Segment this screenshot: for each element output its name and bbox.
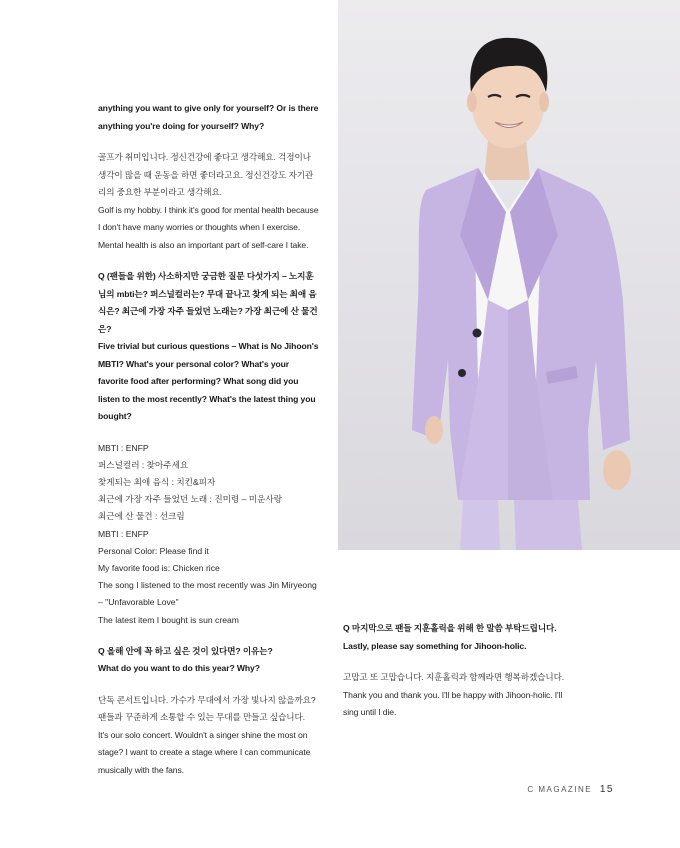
question-2-en: Five trivial but curious questions – What is No Jihoon's MBTI? What's your personal color? What's your favorite food after performing? What song did you listen to the most recently? What's the latest thing you bought? [98,341,319,421]
question-3-en: What do you want to do this year? Why? [98,663,260,674]
list-item: MBTI : ENFP [98,528,149,539]
intro-answer-ko: 골프가 취미입니다. 정신건강에 좋다고 생각해요. 걱정이나 생각이 많을 때 운동을 하면 좋더라고요. 정신건강도 자기관리의 중요한 부분이라고 생각해요. [98,152,314,197]
list-item: MBTI : ENFP [98,442,149,453]
list-item: 퍼스널컬러 : 찾아주세요 [98,459,189,470]
list-item: The song I listened to the most recently was Jin Miryeong – "Unfavorable Love" [98,580,317,608]
answer-4-en: Thank you and thank you. I'll be happy with Jihoon-holic. I'll sing until I die. [343,689,563,717]
answer-3-ko: 단독 콘서트입니다. 가수가 무대에서 가장 빛나지 않을까요? 팬들과 꾸준하게 소통할 수 있는 무대를 만들고 싶습니다. [98,694,316,723]
list-item: 최근에 가장 자주 들었던 노래 : 진미령 – 미운사랑 [98,494,282,505]
list-item: Personal Color: Please find it [98,545,209,556]
question-2-ko: Q (팬들을 위한) 사소하지만 궁금한 질문 다섯가지 – 노지훈님의 mbti는? 퍼스널컬러는? 무대 끝나고 찾게 되는 최애 음식은? 최근에 가장 자주 들었던 노래는? 가장 최근에 산 물건은? [98,271,318,334]
list-item: The latest item I bought is sun cream [98,614,239,625]
list-item: 최근에 산 물건 : 선크림 [98,511,185,522]
magazine-name: C MAGAZINE [527,785,593,794]
page-footer [527,784,614,795]
page-number: 15 [599,784,614,795]
list-item: My favorite food is: Chicken rice [98,562,220,573]
answer-list-ko [98,440,320,526]
portrait-photo [338,0,680,550]
left-column [98,100,320,793]
answer-3-en: It's our solo concert. Wouldn't a singer shine the most on stage? I want to create a stage where I can communicate musically with the fans. [98,729,311,775]
answer-4-ko: 고맙고 또 고맙습니다. 지훈홀릭과 함께라면 행복하겠습니다. [343,672,565,682]
intro-answer-en: Golf is my hobby. I think it's good for mental health because I don't have many worries or thoughts when I exercise. Mental health is also an important part of self-care I take. [98,204,319,250]
list-item: 찾게되는 최애 음식 : 치킨&피자 [98,476,216,487]
question-4-ko: Q 마지막으로 팬들 지훈홀릭을 위해 한 말씀 부탁드립니다. [343,623,557,633]
answer-list-en [98,526,320,629]
right-column [343,620,571,736]
question-3-ko: Q 올해 안에 꼭 하고 싶은 것이 있다면? 이유는? [98,645,273,656]
question-4-en: Lastly, please say something for Jihoon-holic. [343,640,527,651]
intro-question: anything you want to give only for yourself? Or is there anything you're doing for yourself? Why? [98,103,319,131]
